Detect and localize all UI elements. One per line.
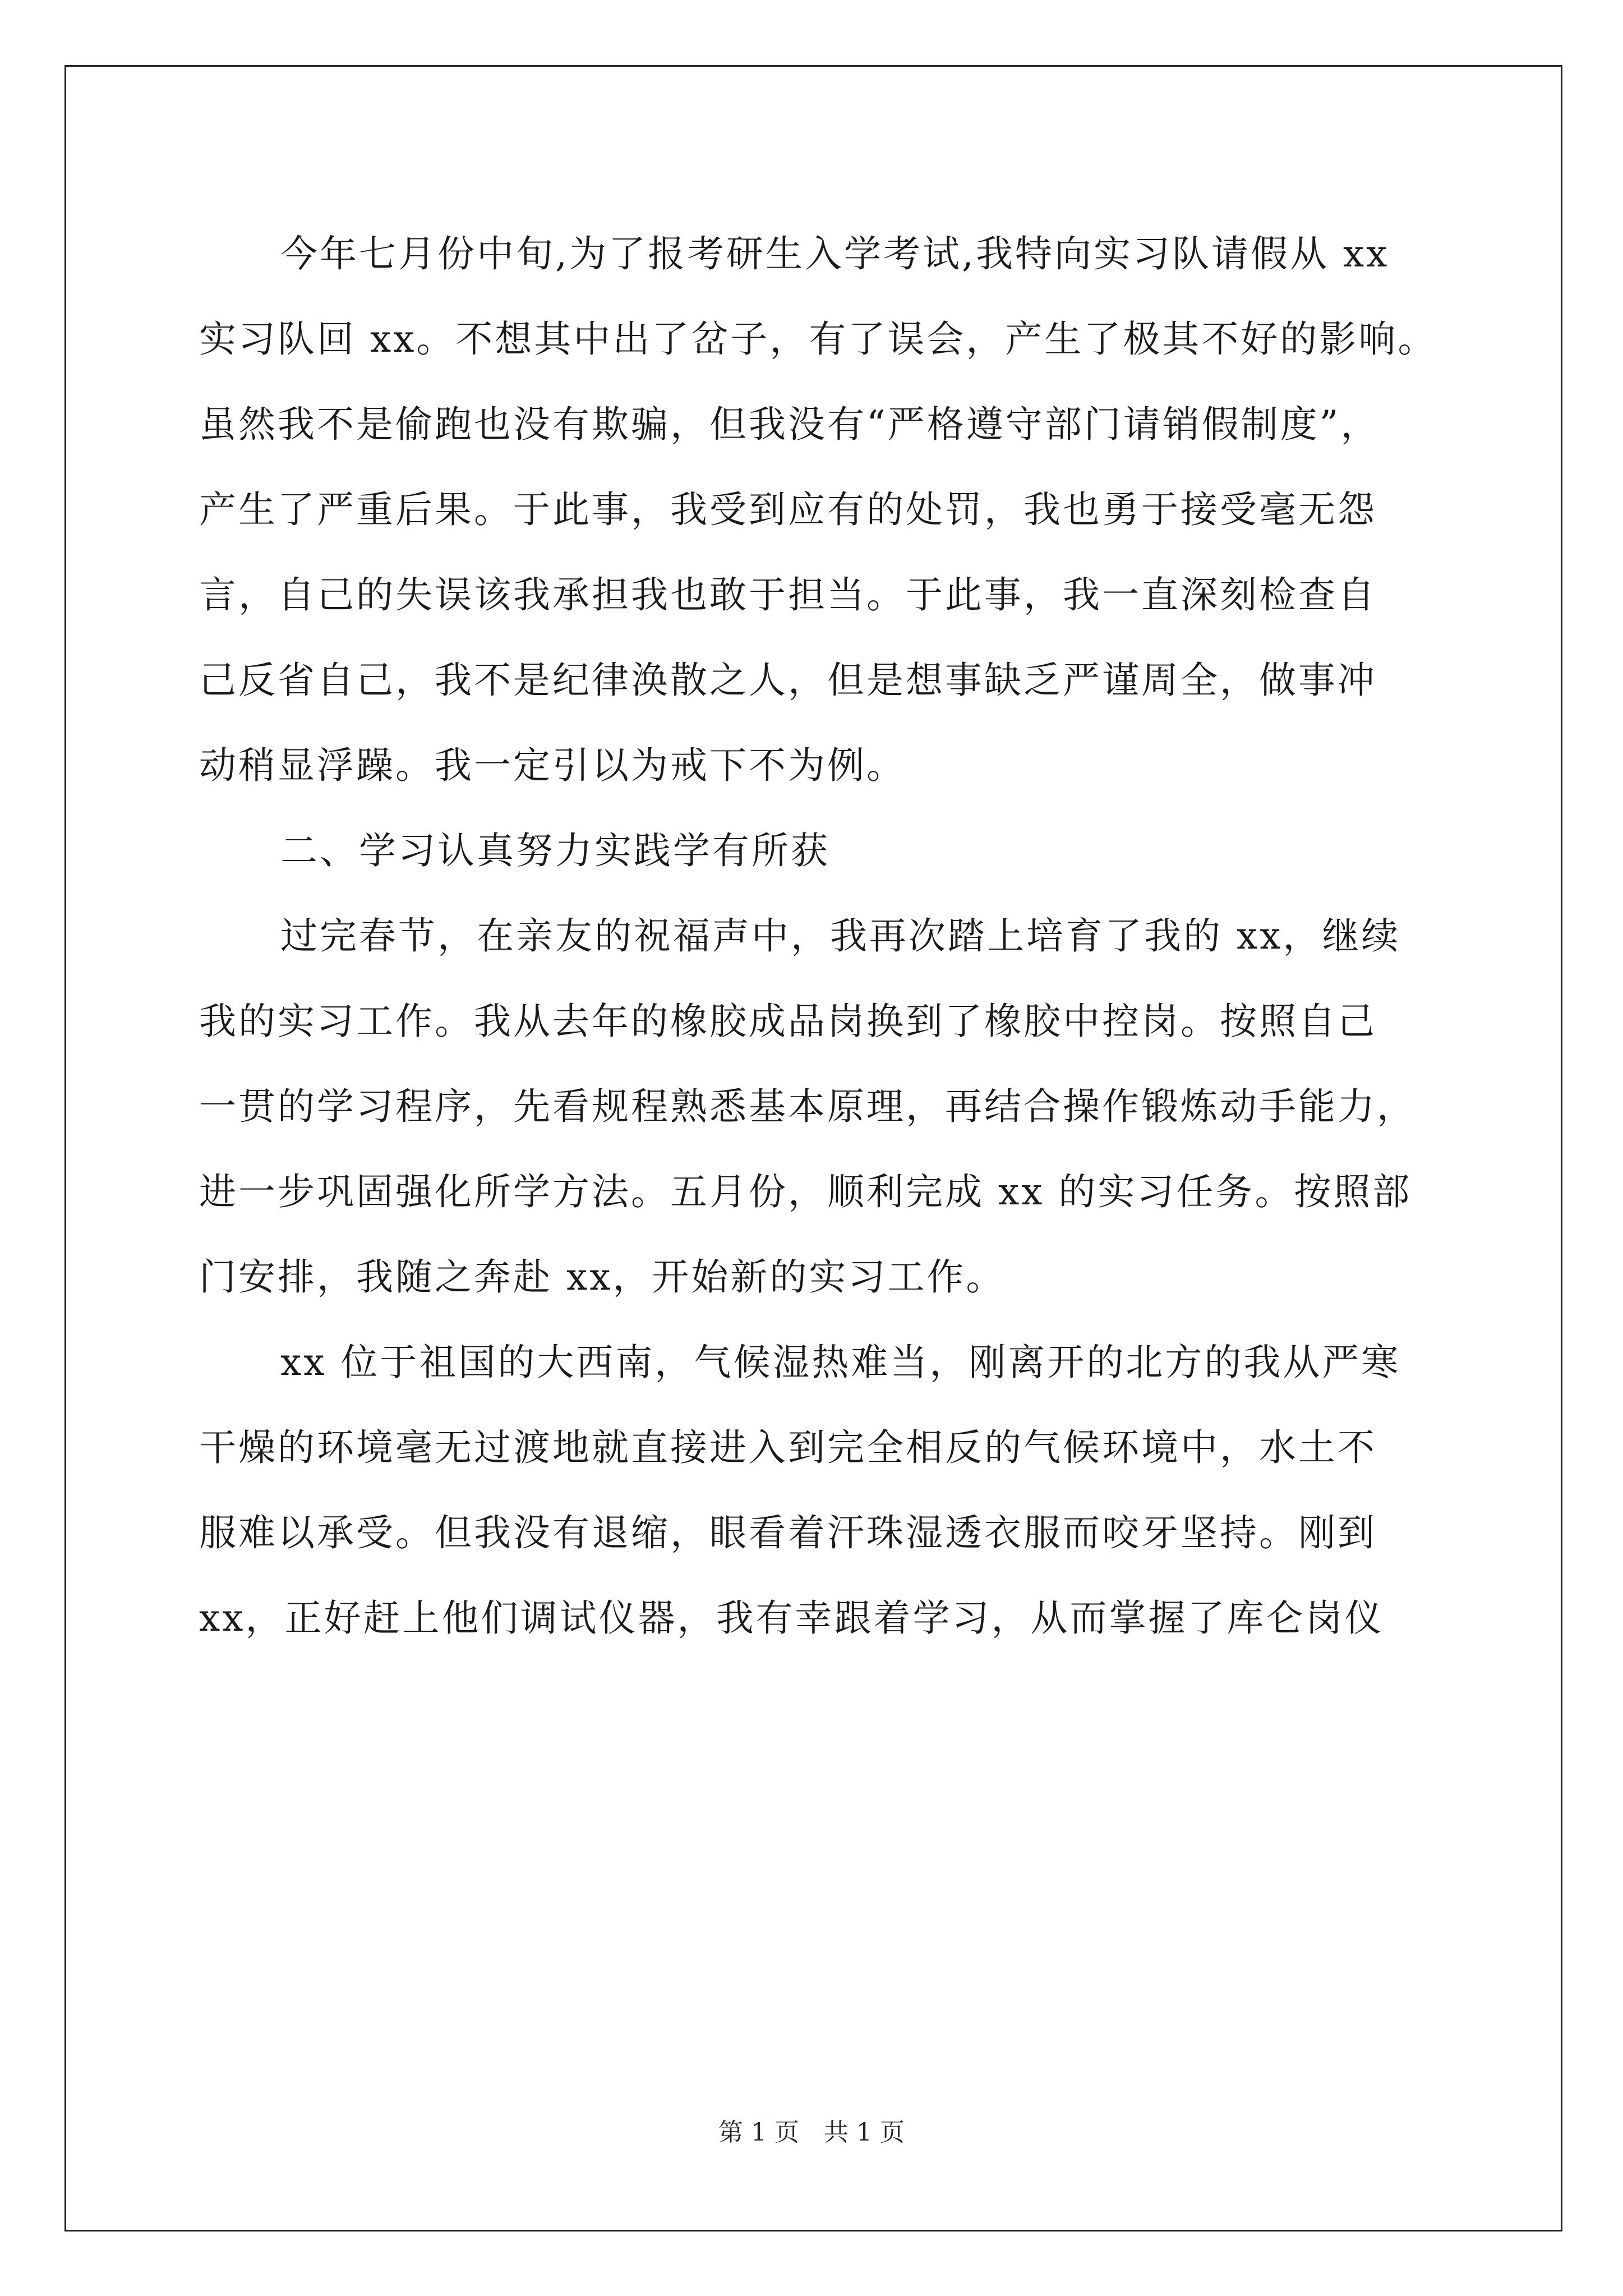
paragraph-line: 今年七月份中旬,为了报考研生入学考试,我特向实习队请假从 xx: [280, 232, 1390, 275]
paragraph-line: 动稍显浮躁。我一定引以为戒下不为例。: [199, 744, 906, 787]
paragraph-line: 言，自己的失误该我承担我也敢于担当。于此事，我一直深刻检查自: [199, 573, 1377, 616]
paragraph-line: 实习队回 xx。不想其中出了岔子，有了误会，产生了极其不好的影响。: [199, 318, 1437, 361]
paragraph-line: 我的实习工作。我从去年的橡胶成品岗换到了橡胶中控岗。按照自己: [199, 1000, 1377, 1043]
paragraph-line: xx 位于祖国的大西南，气候湿热难当，刚离开的北方的我从严寒: [280, 1341, 1401, 1384]
paragraph-line: 己反省自己，我不是纪律涣散之人，但是想事缺乏严谨周全，做事冲: [199, 659, 1377, 702]
paragraph-line: 干燥的环境毫无过渡地就直接进入到完全相反的气候环境中，水土不: [199, 1426, 1377, 1469]
paragraph-line: 产生了严重后果。于此事，我受到应有的处罚，我也勇于接受毫无怨: [199, 488, 1377, 531]
paragraph-line: 虽然我不是偷跑也没有欺骗，但我没有“严格遵守部门请销假制度”，: [199, 403, 1380, 446]
page-border: [64, 65, 1562, 2231]
paragraph-line: 过完春节，在亲友的祝福声中，我再次踏上培育了我的 xx，继续: [280, 914, 1401, 958]
section-heading: 二、学习认真努力实践学有所获: [280, 829, 830, 872]
paragraph-line: 服难以承受。但我没有退缩，眼看着汗珠湿透衣服而咬牙坚持。刚到: [199, 1511, 1377, 1554]
paragraph-line: 门安排，我随之奔赴 xx，开始新的实习工作。: [199, 1255, 1006, 1299]
page-number-footer: 第 1 页 共 1 页: [718, 2118, 905, 2147]
paragraph-line: 一贯的学习程序，先看规程熟悉基本原理，再结合操作锻炼动手能力，: [199, 1085, 1416, 1128]
paragraph-line: xx，正好赶上他们调试仪器，我有幸跟着学习，从而掌握了库仑岗仪: [199, 1596, 1384, 1640]
paragraph-line: 进一步巩固强化所学方法。五月份，顺利完成 xx 的实习任务。按照部: [199, 1170, 1412, 1213]
